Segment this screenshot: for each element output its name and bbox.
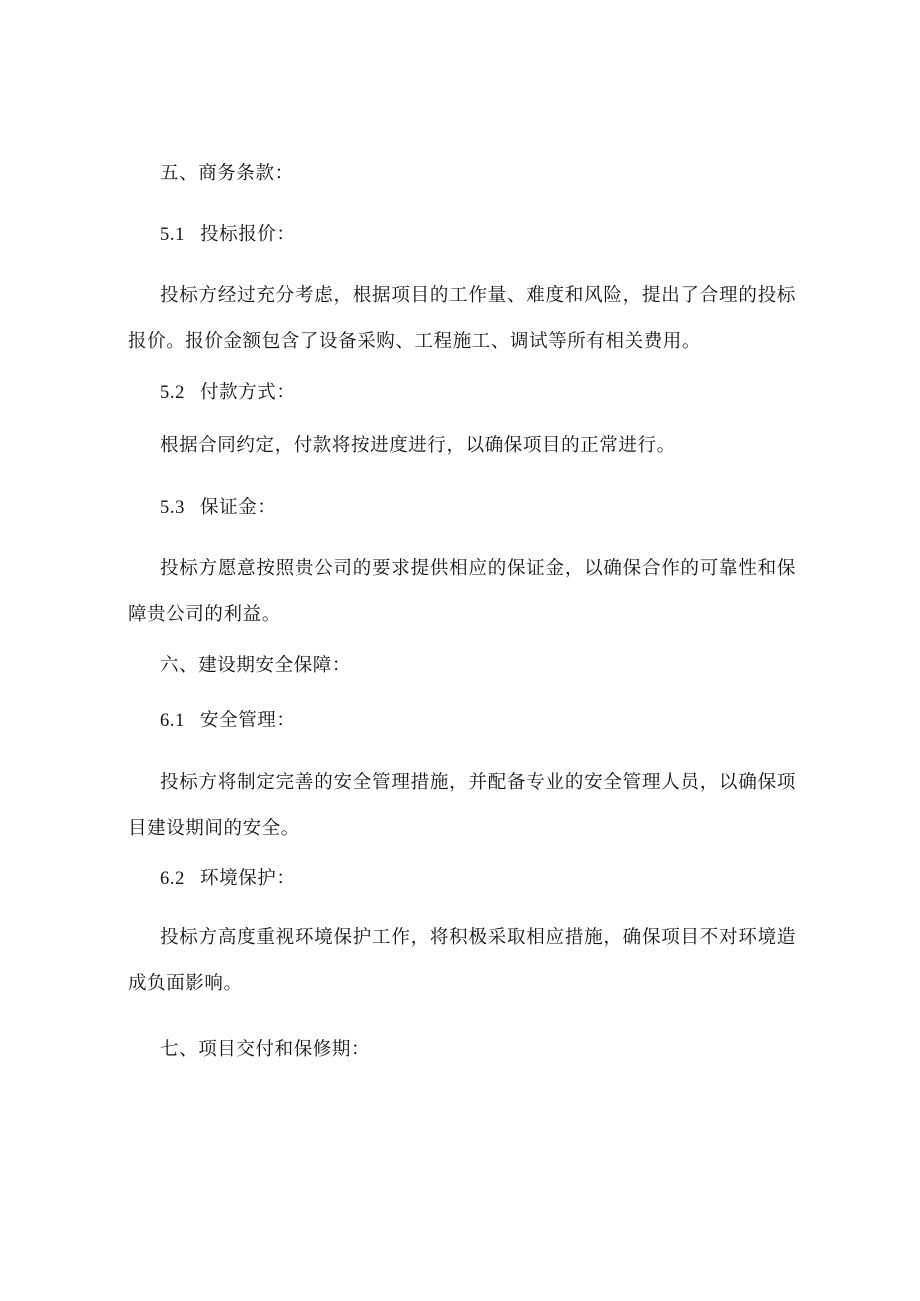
item-6-1-body: 投标方将制定完善的安全管理措施，并配备专业的安全管理人员，以确保项目建设期间的安全。 [128,772,796,839]
item-6-1-title: 安全管理： [200,710,296,731]
item-5-1-heading [160,222,296,248]
item-5-3-title: 保证金： [200,497,277,518]
item-6-1-heading [160,708,296,734]
item-6-2-title: 环境保护： [200,868,296,889]
item-5-3-number: 5.3 [160,498,185,518]
item-5-3-body: 投标方愿意按照贵公司的要求提供相应的保证金，以确保合作的可靠性和保障贵公司的利益。 [128,558,796,625]
item-5-1-number: 5.1 [160,225,185,245]
item-6-2-heading [160,866,296,892]
section-7-heading: 七、项目交付和保修期： [160,1039,371,1060]
section-5-heading: 五、商务条款： [160,163,294,184]
item-6-2-number: 6.2 [160,869,185,889]
item-5-1-title: 投标报价： [200,224,296,245]
item-5-2-body: 根据合同约定，付款将按进度进行，以确保项目的正常进行。 [160,435,676,456]
item-5-1-body: 投标方经过充分考虑，根据项目的工作量、难度和风险，提出了合理的投标报价。报价金额包含了设备采购、工程施工、调试等所有相关费用。 [128,285,796,352]
item-6-2-body: 投标方高度重视环境保护工作，将积极采取相应措施，确保项目不对环境造成负面影响。 [128,927,796,994]
section-6-heading: 六、建设期安全保障： [160,655,352,676]
item-5-2-heading [160,380,296,406]
item-5-3-heading [160,495,276,521]
item-5-2-number: 5.2 [160,383,185,403]
item-5-2-title: 付款方式： [200,382,296,403]
item-6-1-number: 6.1 [160,711,185,731]
